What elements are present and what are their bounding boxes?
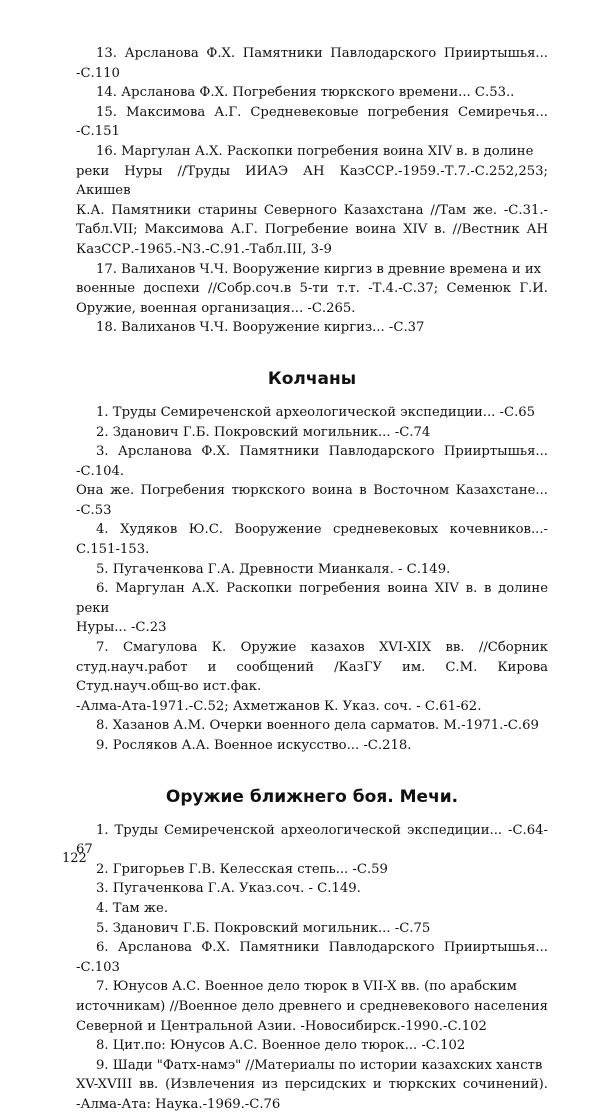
footnote-entry: 5. Зданович Г.Б. Покровский могильник... -С.75 [96, 920, 431, 936]
footnote-entry: 7. Смагулова К. Оружие казахов XVI-XIX вв. //Сборник студ.науч.работ и сообщений /КазГУ им. С.М. Кирова Студ.науч.общ-во ист.фак. -Алма-Ата-1971.-С.52; Ахметжанов К. Указ. соч. - С.61-62. [76, 640, 548, 714]
footnote-entry: 6. Арсланова Ф.Х. Памятники Павлодарского Прииртышья... -С.103 [76, 940, 548, 975]
footnote-entry: 2. Зданович Г.Б. Покровский могильник... -С.74 [96, 424, 431, 440]
section-heading-quivers: Колчаны [267, 368, 357, 389]
footnote-entry: 3. Арсланова Ф.Х. Памятники Павлодарского Прииртышья... -С.104. Она же. Погребения тюркского воина в Восточном Казахстане... -С.53 [76, 444, 548, 518]
footnote-entry: 6. Маргулан А.Х. Раскопки погребения воина XIV в. в долине реки Нуры... -С.23 [76, 581, 548, 636]
footnote-entry: 13. Арсланова Ф.Х. Памятники Павлодарского Прииртышья... -С.110 [76, 46, 548, 81]
notes-continued-section [76, 44, 548, 338]
footnote-entry: 9. Шади "Фатх-намэ" //Материалы по истории казахских ханств XV-XVIII вв. (Извлечения из персидских и тюркских сочинений). -Алма-Ата: Наука.-1969.-С.76 [76, 1057, 548, 1112]
footnote-entry: 1. Труды Семиреченской археологической экспедиции... -С.65 [96, 404, 536, 420]
section-heading-melee-swords: Оружие ближнего боя. Мечи. [165, 786, 459, 807]
melee-weapons-section [76, 786, 548, 1115]
footnote-entry: 1. Труды Семиреченской археологической экспедиции... -С.64-67 [76, 822, 548, 858]
footnote-entry: 4. Худяков Ю.С. Вооружение средневековых кочевников...-С.151-153. [76, 522, 548, 558]
footnote-entry: 5. Пугаченкова Г.А. Древности Мианкаля. - С.149. [96, 561, 451, 577]
footnote-entry: 17. Валиханов Ч.Ч. Вооружение киргиз в древние времена и их военные доспехи //Собр.соч.в 5-ти т.т. -Т.4.-С.37; Семенюк Г.И. Оружие, военная организация... -С.265. [76, 261, 548, 316]
footnote-entry: 2. Григорьев Г.В. Келесская степь... -С.59 [96, 861, 388, 877]
footnote-entry: 15. Максимова А.Г. Средневековые погребения Семиречья... -С.151 [76, 104, 548, 140]
footnote-entry: 8. Цит.по: Юнусов А.С. Военное дело тюрок... -С.102 [96, 1038, 466, 1054]
page-number: 122 [62, 851, 87, 866]
footnote-entry: 8. Хазанов А.М. Очерки военного дела сарматов. М.-1971.-С.69 [96, 718, 539, 734]
footnote-entry: 4. Там же. [96, 900, 169, 916]
footnote-entry: 16. Маргулан А.Х. Раскопки погребения воина XIV в. в долине реки Нуры //Труды ИИАЭ АН КазССР.-1959.-Т.7.-С.252,253; Акишев К.А. Памятники старины Северного Казахстана //Там же. -С.31.-Табл.VII; Максимова А.Г. Погребение воина XIV в. //Вестник АН КазССР.-1965.-N3.-С.91.-Табл.III, 3-9 [76, 143, 548, 257]
footnote-entry: 7. Юнусов А.С. Военное дело тюрок в VII-X вв. (по арабским источникам) //Военное дело древнего и средневекового населения Северной и Центральной Азии. -Новосибирск.-1990.-С.102 [76, 979, 548, 1034]
footnote-entry: 18. Валиханов Ч.Ч. Вооружение киргиз... -С.37 [96, 320, 425, 336]
footnote-entry: 14. Арсланова Ф.Х. Погребения тюркского времени... С.53.. [96, 85, 515, 101]
footnote-entry: 3. Пугаченкова Г.А. Указ.соч. - С.149. [96, 881, 361, 897]
quivers-section [76, 368, 548, 756]
footnote-entry: 9. Росляков А.А. Военное искусство... -С.218. [96, 738, 412, 753]
